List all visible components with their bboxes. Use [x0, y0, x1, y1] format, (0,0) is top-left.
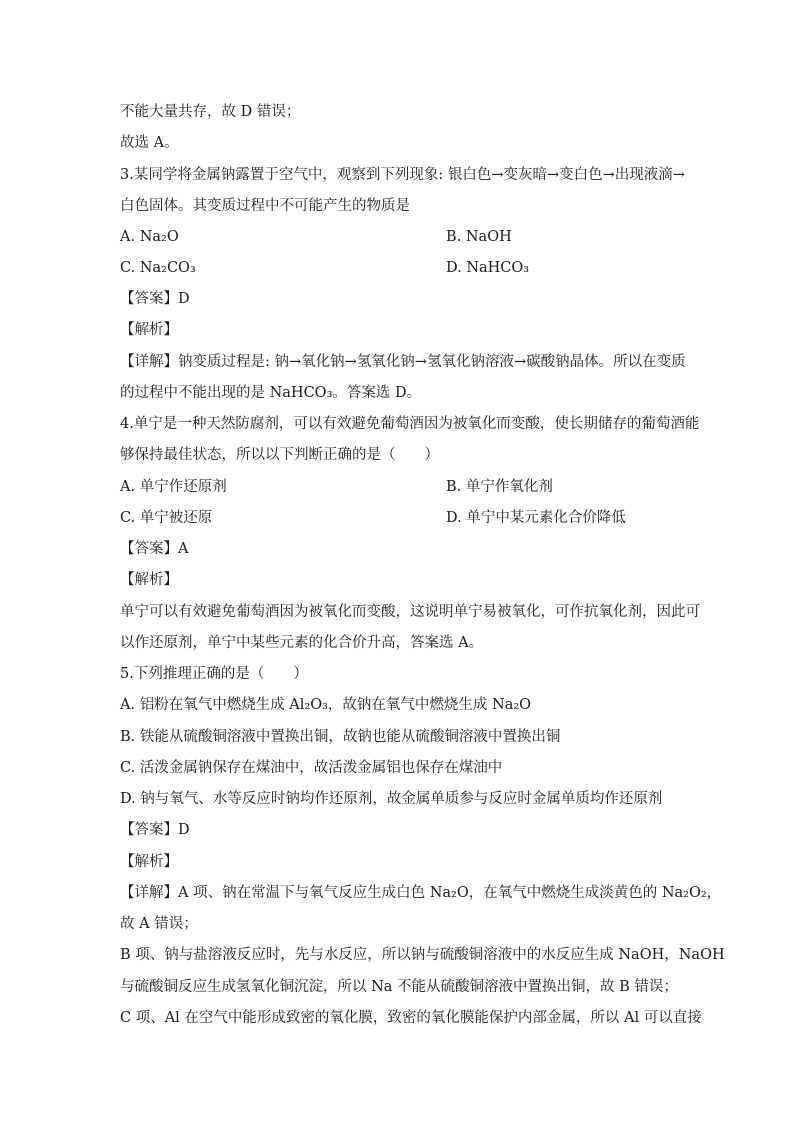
- analysis-label: 【解析】: [120, 854, 178, 870]
- text-line: 不能大量共存，故 D 错误；: [120, 104, 301, 120]
- answer-label: 【答案】D: [120, 291, 190, 307]
- q3-option-a: A. Na₂O: [120, 229, 179, 245]
- question-3-stem: 白色固体。其变质过程中不可能产生的物质是: [120, 198, 410, 214]
- q4-option-c: C. 单宁被还原: [120, 510, 213, 526]
- question-5-stem: 5.下列推理正确的是（ ）: [120, 666, 308, 682]
- q3-option-d: D. NaHCO₃: [446, 260, 530, 276]
- text-line: 故选 A。: [120, 135, 179, 151]
- q3-option-b: B. NaOH: [446, 229, 512, 245]
- q4-option-d: D. 单宁中某元素化合价降低: [446, 510, 626, 526]
- q4-option-b: B. 单宁作氧化剂: [446, 479, 553, 495]
- question-4-stem: 4.单宁是一种天然防腐剂，可以有效避免葡萄酒因为被氧化而变酸，使长期储存的葡萄酒能: [120, 416, 700, 432]
- detail-text: 故 A 错误；: [120, 916, 198, 932]
- analysis-text: 以作还原剂，单宁中某些元素的化合价升高，答案选 A。: [120, 635, 484, 651]
- q5-option-c: C. 活泼金属钠保存在煤油中，故活泼金属铝也保存在煤油中: [120, 760, 503, 776]
- answer-label: 【答案】A: [120, 541, 189, 557]
- question-4-stem: 够保持最佳状态，所以以下判断正确的是（ ）: [120, 447, 439, 463]
- detail-text: 【详解】A 项、钠在常温下与氧气反应生成白色 Na₂O，在氧气中燃烧生成淡黄色的 Na₂O₂，: [120, 885, 722, 901]
- detail-text: B 项、钠与盐溶液反应时，先与水反应，所以钠与硫酸铜溶液中的水反应生成 NaOH，NaOH: [120, 947, 725, 963]
- detail-text: 与硫酸铜反应生成氢氧化铜沉淀，所以 Na 不能从硫酸铜溶液中置换出铜，故 B 错误；: [120, 979, 678, 995]
- q3-option-c: C. Na₂CO₃: [120, 260, 196, 276]
- q5-option-b: B. 铁能从硫酸铜溶液中置换出铜，故钠也能从硫酸铜溶液中置换出铜: [120, 729, 561, 745]
- q5-option-d: D. 钠与氧气、水等反应时钠均作还原剂，故金属单质参与反应时金属单质均作还原剂: [120, 791, 663, 807]
- detail-text: 的过程中不能出现的是 NaHCO₃。答案选 D。: [120, 385, 422, 401]
- question-3-stem: 3.某同学将金属钠露置于空气中，观察到下列现象: 银白色→变灰暗→变白色→出现液滴→: [120, 167, 685, 183]
- detail-text: 【详解】钠变质过程是: 钠→氧化钠→氢氧化钠→氢氧化钠溶液→碳酸钠晶体。所以在变质: [120, 354, 686, 370]
- analysis-text: 单宁可以有效避免葡萄酒因为被氧化而变酸，这说明单宁易被氧化，可作抗氧化剂，因此可: [120, 604, 700, 620]
- q5-option-a: A. 铝粉在氧气中燃烧生成 Al₂O₃，故钠在氧气中燃烧生成 Na₂O: [120, 697, 532, 713]
- answer-label: 【答案】D: [120, 822, 190, 838]
- analysis-label: 【解析】: [120, 322, 178, 338]
- q4-option-a: A. 单宁作还原剂: [120, 479, 227, 495]
- analysis-label: 【解析】: [120, 572, 178, 588]
- detail-text: C 项、Al 在空气中能形成致密的氧化膜，致密的氧化膜能保护内部金属，所以 Al 可以直接: [120, 1010, 702, 1026]
